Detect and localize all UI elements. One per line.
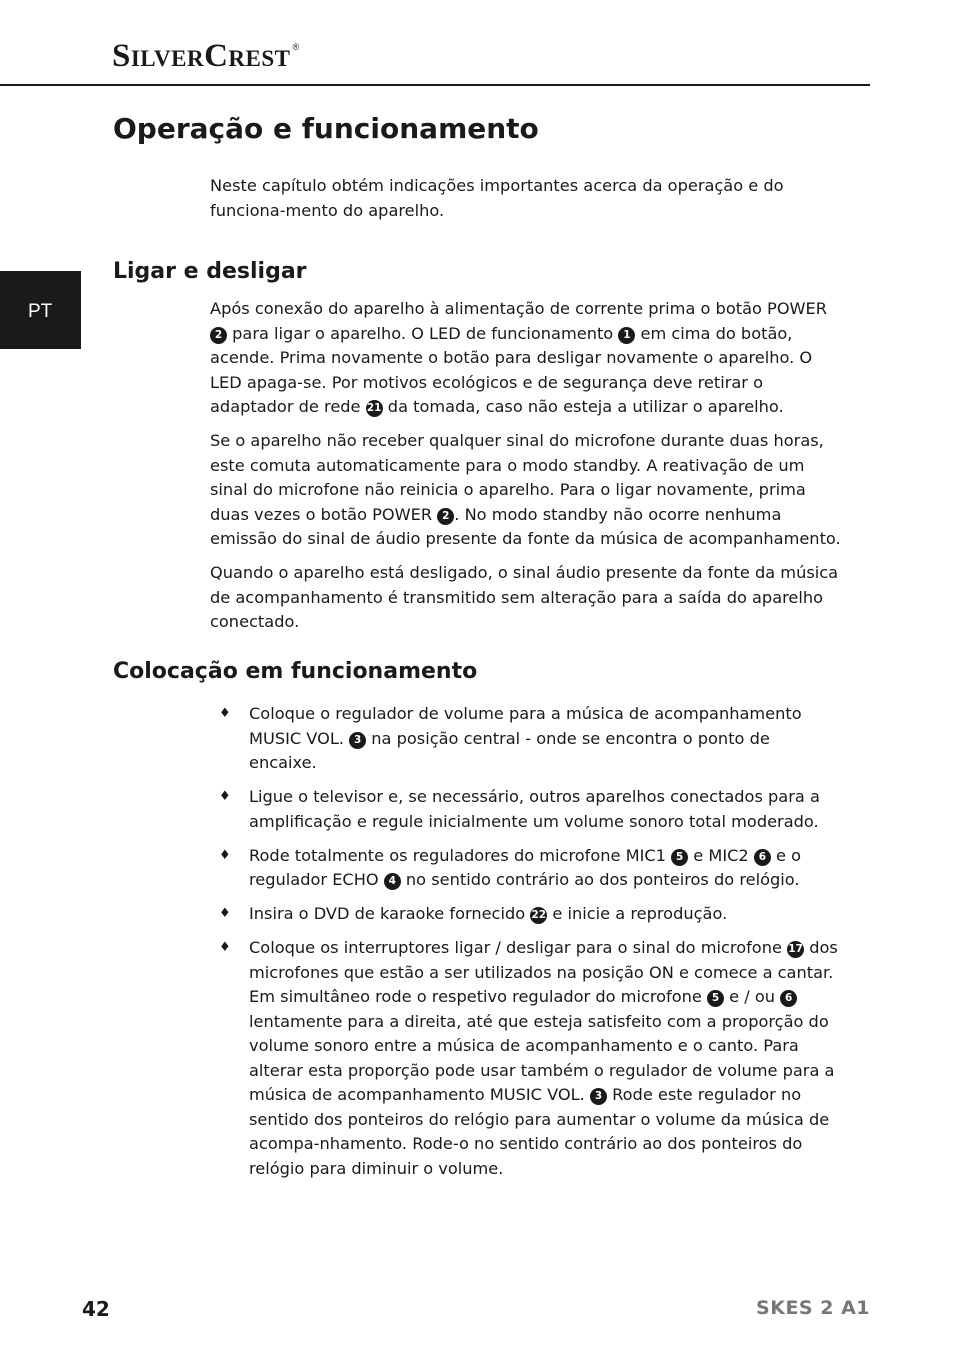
bullet-list: [210, 702, 842, 1191]
text: Se o aparelho não receber qualquer sinal do microfone durante duas horas, este comuta automaticamente para o modo standby. A reativação de um sinal do microfone não reinicia o aparelho. Para o ligar novamente, prima duas vezes o botão POWER: [210, 431, 824, 524]
ref-number-badge: 17: [787, 941, 804, 958]
text: dos microfones que estão a ser utilizados na posição ON e comece a cantar. Em simultâneo rode o respetivo regulador do microfone: [249, 938, 838, 1006]
model-name: SKES 2 A1: [756, 1297, 870, 1319]
text: Rode totalmente os reguladores do microfone MIC1: [249, 845, 672, 865]
section-heading-colocacao: Colocação em funcionamento: [113, 659, 478, 684]
page-number: 42: [82, 1297, 110, 1321]
ref-number-badge: 4: [384, 873, 401, 890]
language-tab: [0, 271, 81, 349]
registered-mark: ®: [292, 42, 300, 52]
ref-number-badge: 22: [530, 907, 547, 924]
ref-number-badge: 5: [671, 849, 688, 866]
text: na posição central - onde se encontra o ponto de encaixe.: [249, 728, 770, 772]
text: e MIC2: [688, 845, 754, 865]
text: lentamente para a direita, até que esteja satisfeito com a proporção do volume sonoro entre a música de acompanhamento e o canto. Para alterar esta proporção pode usar também o regulador de volume para a música de acompanhamento MUSIC VOL.: [249, 1011, 835, 1104]
text: no sentido contrário ao dos ponteiros do relógio.: [400, 870, 800, 889]
section-heading-ligar: Ligar e desligar: [113, 259, 307, 284]
text: e / ou: [724, 987, 781, 1006]
paragraph: [210, 297, 842, 420]
diamond-bullet-icon: ♦: [219, 940, 231, 955]
text: Insira o DVD de karaoke fornecido: [249, 904, 531, 923]
list-item: [210, 785, 842, 834]
ref-number-badge: 5: [707, 990, 724, 1007]
list-item: [210, 936, 842, 1181]
list-item: [210, 844, 842, 893]
page-title: Operação e funcionamento: [113, 112, 539, 145]
ref-number-badge: 2: [437, 508, 454, 525]
diamond-bullet-icon: ♦: [219, 789, 231, 804]
text: da tomada, caso não esteja a utilizar o aparelho.: [382, 397, 784, 416]
text: Coloque os interruptores ligar / desligar para o sinal do microfone: [249, 938, 788, 957]
ref-number-badge: 6: [780, 990, 797, 1007]
paragraph: [210, 429, 842, 552]
ref-number-badge: 21: [366, 400, 383, 417]
text: para ligar o aparelho. O LED de funcionamento: [227, 323, 619, 343]
text: Coloque o regulador de volume para a música de acompanhamento MUSIC VOL.: [249, 704, 802, 748]
text: e o regulador ECHO: [249, 845, 802, 889]
ref-number-badge: 1: [618, 327, 635, 344]
text: em cima do botão, acende. Prima novamente o botão para desligar novamente o aparelho. O LED apaga-se. Por motivos ecológicos e de segurança deve retirar o adaptador de rede: [210, 323, 813, 416]
paragraph: Quando o aparelho está desligado, o sinal áudio presente da fonte da música de acompanhamento é transmitido sem alteração para a saída do aparelho conectado.: [210, 563, 839, 631]
diamond-bullet-icon: ♦: [219, 847, 231, 863]
language-code: PT: [28, 301, 53, 322]
section-ligar-body: [210, 297, 842, 644]
text: Rode este regulador no sentido dos ponteiros do relógio para aumentar o volume da música de acompa-nhamento. Rode-o no sentido contrário ao dos ponteiros do relógio para diminuir o volume.: [249, 1085, 830, 1178]
text: e inicie a reprodução.: [547, 904, 728, 923]
brand-name: SilverCrest: [112, 38, 291, 74]
list-item: [210, 702, 842, 776]
text: Ligue o televisor e, se necessário, outros aparelhos conectados para a amplificação e regule inicialmente um volume sonoro total moderado.: [249, 787, 820, 831]
text: Após conexão do aparelho à alimentação de corrente prima o botão POWER: [210, 299, 828, 318]
ref-number-badge: 6: [754, 849, 771, 866]
ref-number-badge: 3: [349, 732, 366, 749]
intro-paragraph: Neste capítulo obtém indicações importantes acerca da operação e do funciona-mento do aparelho.: [210, 176, 784, 220]
brand-logo: [112, 38, 300, 75]
list-item: [210, 902, 842, 927]
header-rule: [0, 84, 870, 86]
diamond-bullet-icon: ♦: [219, 706, 231, 721]
text: . No modo standby não ocorre nenhuma emissão do sinal de áudio presente da fonte da música de acompanhamento.: [210, 504, 841, 548]
diamond-bullet-icon: ♦: [219, 906, 231, 921]
ref-number-badge: 3: [590, 1088, 607, 1105]
intro-block: [210, 174, 842, 233]
ref-number-badge: 2: [210, 327, 227, 344]
